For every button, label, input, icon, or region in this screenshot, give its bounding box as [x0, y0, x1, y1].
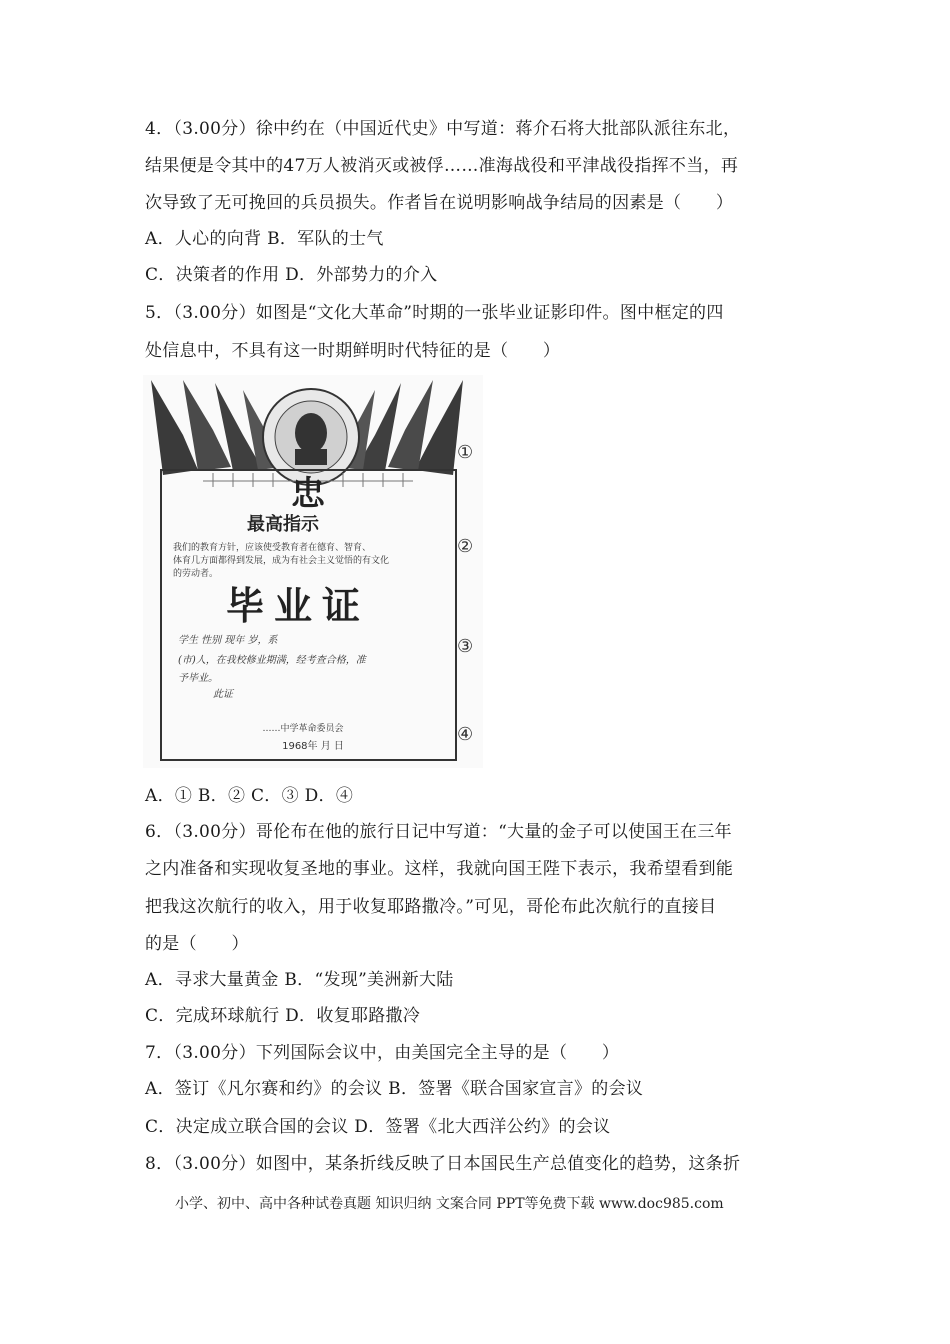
- certificate-body-line-2: (市)人，在我校修业期满，经考查合格，准: [178, 655, 366, 666]
- q6-line-1: 6．（3.00分）哥伦布在他的旅行日记中写道：“大量的金子可以使国王在三年: [145, 822, 732, 842]
- certificate-body-line-3: 予毕业。: [178, 673, 218, 684]
- certificate-body-line-1: 学生 性别 现年 岁，系: [178, 635, 278, 646]
- q6-options-ab: A．寻求大量黄金 B．“发现”美洲新大陆: [145, 970, 454, 990]
- q5-options: A．① B．② C．③ D．④: [145, 786, 354, 806]
- certificate-quote-line-1: 我们的教育方针，应该使受教育者在德育、智育、: [173, 543, 372, 553]
- marker-3: ③: [457, 636, 474, 657]
- q4-line-2: 结果便是令其中的47万人被消灭或被俘……准海战役和平津战役指挥不当，再: [145, 156, 739, 176]
- q7-options-ab: A．签订《凡尔赛和约》的会议 B．签署《联合国家宣言》的会议: [145, 1079, 644, 1099]
- certificate-quote-line-2: 体育几方面都得到发展，成为有社会主义觉悟的有文化: [173, 556, 390, 566]
- marker-2: ②: [457, 536, 474, 557]
- q8-line-1: 8．（3.00分）如图中，某条折线反映了日本国民生产总值变化的趋势，这条折: [145, 1154, 741, 1174]
- certificate-title: 毕业证: [225, 584, 371, 628]
- certificate-date: 1968年 月 日: [282, 741, 344, 752]
- q6-line-2: 之内准备和实现收复圣地的事业。这样，我就向国王陛下表示，我希望看到能: [145, 859, 734, 879]
- certificate-body-line-4: 此证: [213, 689, 233, 700]
- q5-line-1: 5．（3.00分）如图是“文化大革命”时期的一张毕业证影印件。图中框定的四: [145, 303, 724, 323]
- certificate-issuer: ……中学革命委员会: [262, 724, 344, 734]
- certificate-heading: 最高指示: [247, 514, 319, 535]
- certificate-quote-line-3: 的劳动者。: [173, 569, 219, 579]
- q4-line-3: 次导致了无可挽回的兵员损失。作者旨在说明影响战争结局的因素是（ ）: [145, 193, 734, 213]
- q4-options-cd: C．决策者的作用 D．外部势力的介入: [145, 265, 438, 285]
- page-footer: 小学、初中、高中各种试卷真题 知识归纳 文案合同 PPT等免费下载 www.doc985.com: [175, 1196, 724, 1212]
- q4-options-ab: A．人心的向背 B．军队的士气: [145, 229, 384, 249]
- q6-line-3: 把我这次航行的收入，用于收复耶路撒冷。”可见，哥伦布此次航行的直接目: [145, 897, 717, 917]
- q4-line-1: 4．（3.00分）徐中约在（中国近代史》中写道：蒋介石将大批部队派往东北，: [145, 119, 741, 139]
- q5-line-2: 处信息中，不具有这一时期鲜明时代特征的是（ ）: [145, 341, 561, 361]
- q6-line-4: 的是（ ）: [145, 934, 249, 954]
- q6-options-cd: C．完成环球航行 D．收复耶路撒冷: [145, 1006, 421, 1026]
- q7-line-1: 7．（3.00分）下列国际会议中，由美国完全主导的是（ ）: [145, 1043, 620, 1063]
- marker-1: ①: [457, 442, 474, 463]
- graduation-certificate-figure: [143, 375, 483, 768]
- marker-4: ④: [457, 724, 474, 745]
- certificate-loyalty-char: 忠: [291, 474, 325, 514]
- q7-options-cd: C．决定成立联合国的会议 D．签署《北大西洋公约》的会议: [145, 1117, 611, 1137]
